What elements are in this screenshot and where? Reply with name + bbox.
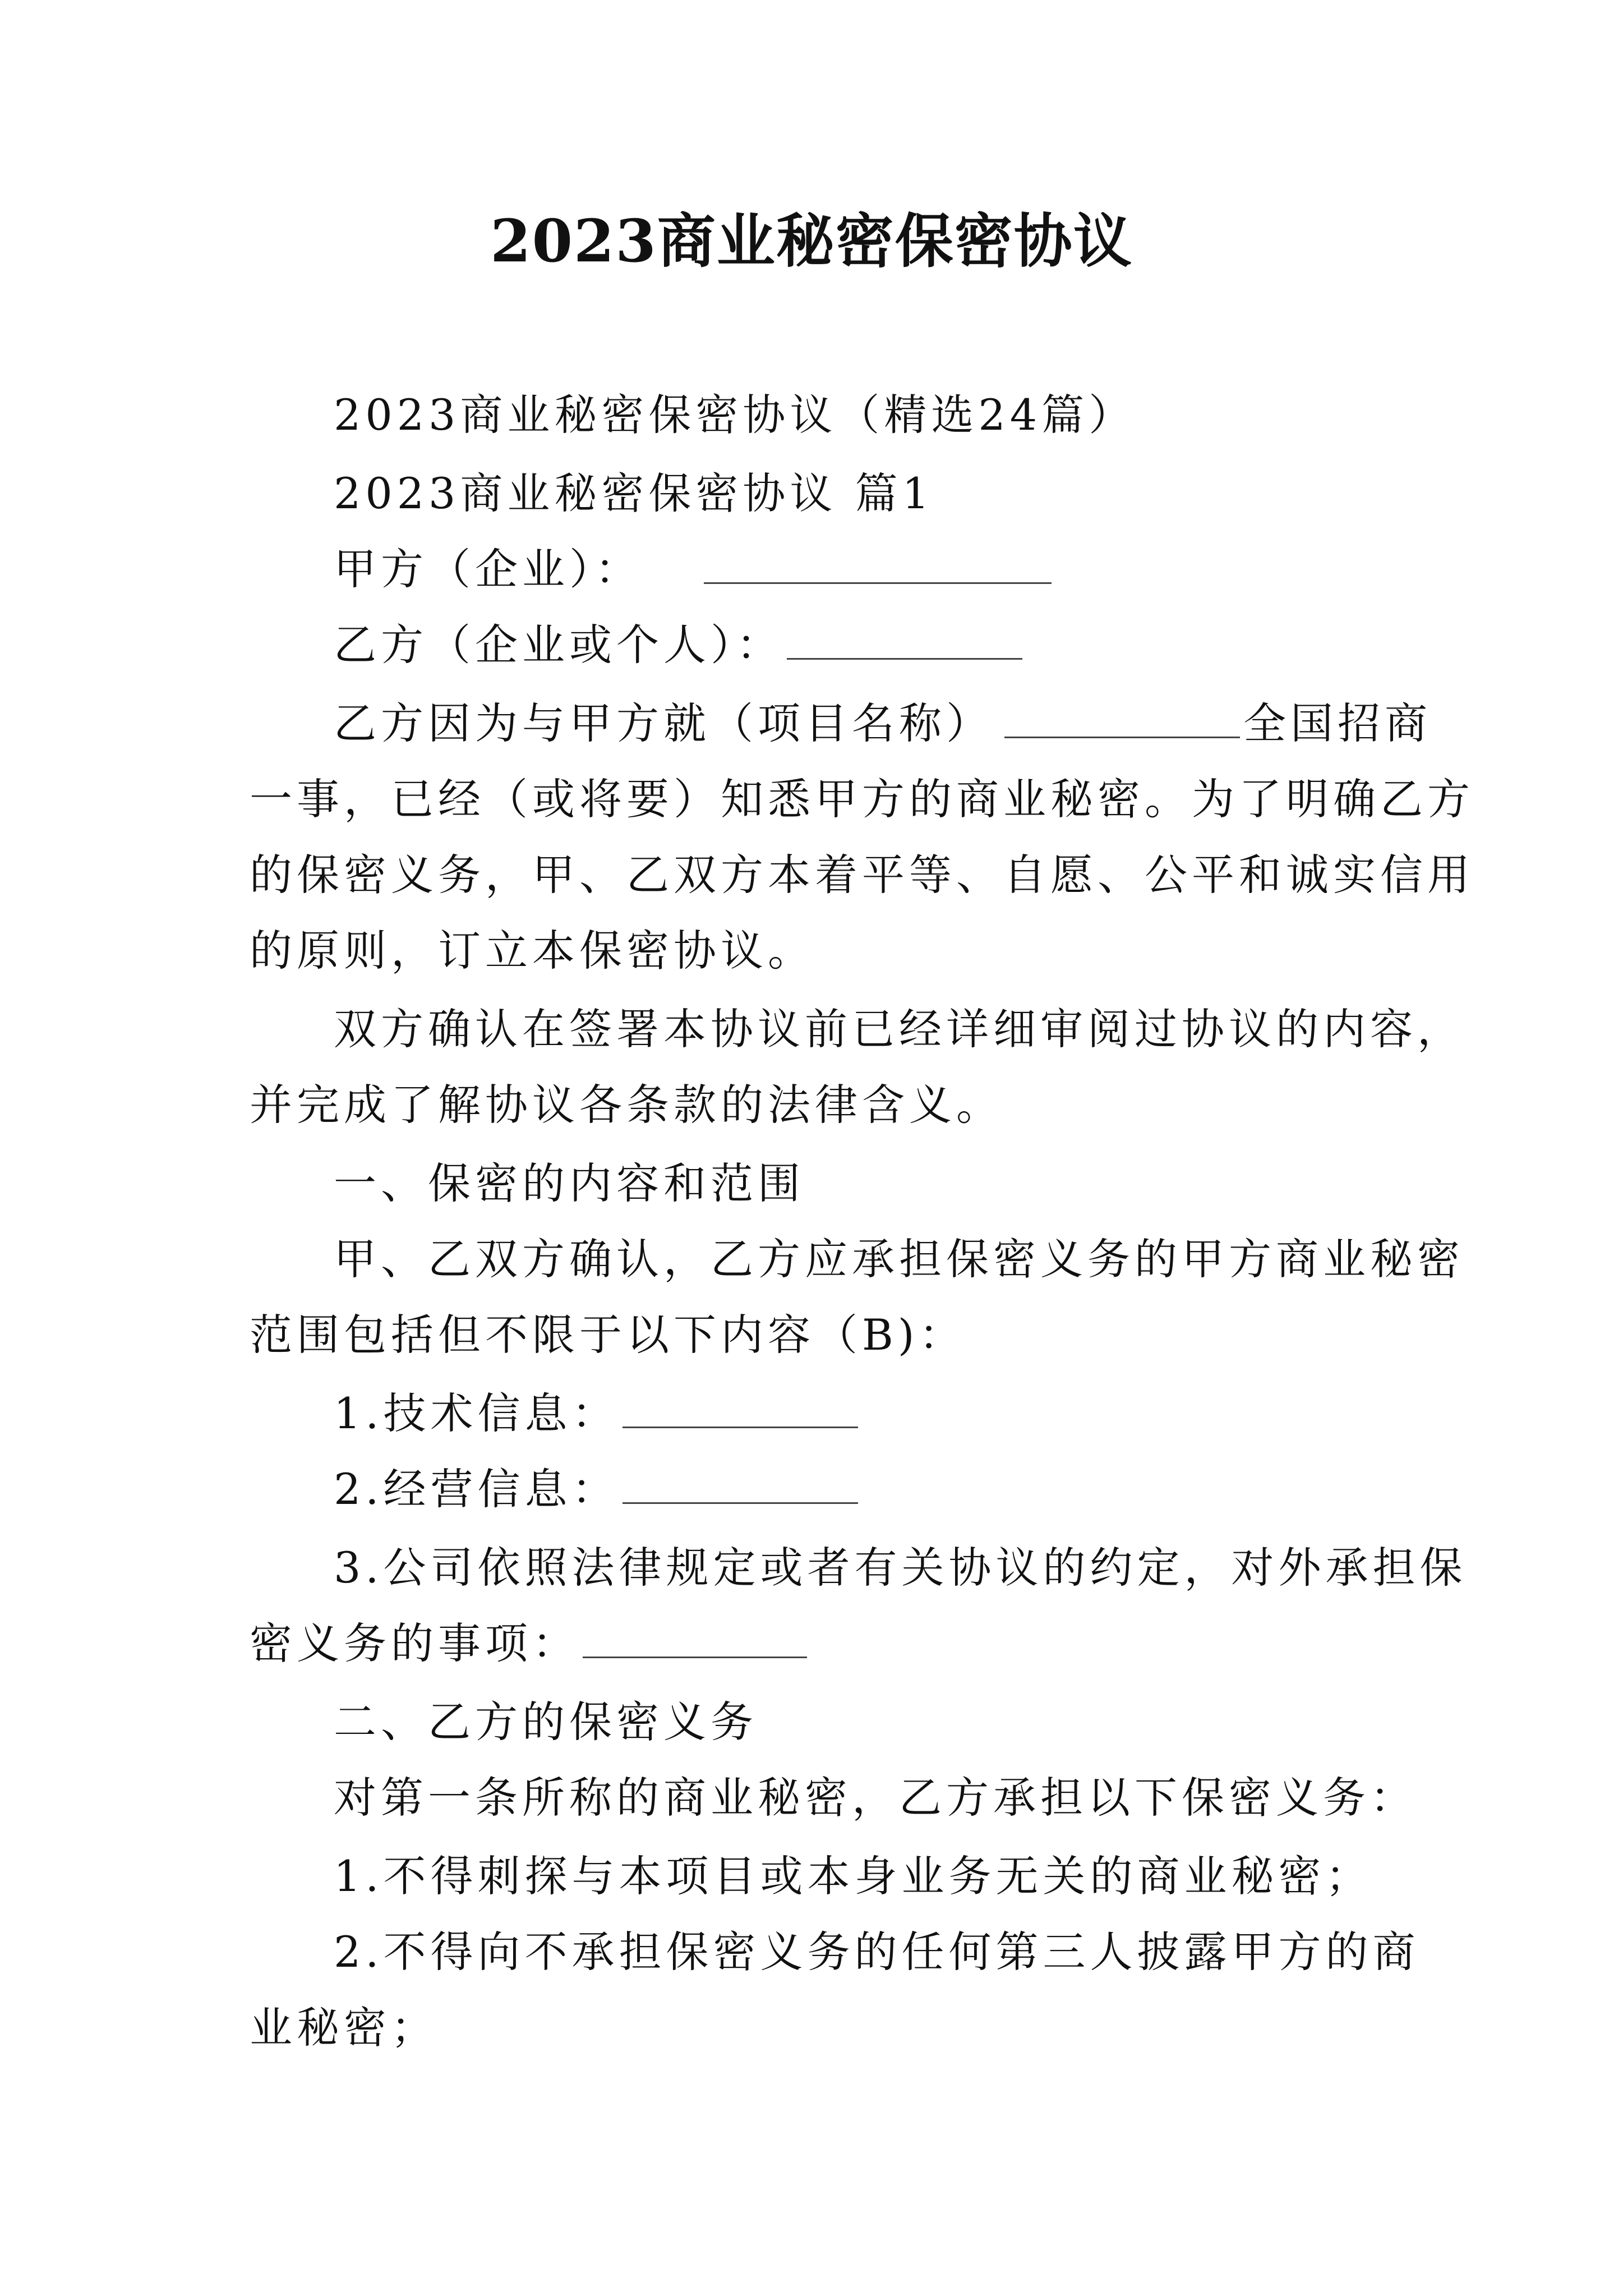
paragraph-line: 对第一条所称的商业秘密，乙方承担以下保密义务： bbox=[334, 1773, 1417, 1823]
business-info-blank bbox=[623, 1463, 858, 1504]
section-heading: 2023商业秘密保密协议 篇1 bbox=[334, 468, 934, 518]
party-a-line bbox=[334, 541, 1055, 597]
paragraph-line: 并完成了解协议各条款的法律含义。 bbox=[250, 1080, 1003, 1130]
party-a-label: 甲方（企业）： bbox=[334, 544, 642, 594]
paragraph-line: 范围包括但不限于以下内容（B)： bbox=[250, 1310, 966, 1360]
section-heading: 二、乙方的保密义务 bbox=[334, 1697, 758, 1747]
list-item-continued bbox=[250, 1616, 810, 1672]
party-b-line bbox=[334, 617, 1026, 673]
paragraph-text: 全国招商 bbox=[1243, 698, 1432, 748]
list-item: 2.不得向不承担保密义务的任何第三人披露甲方的商 bbox=[334, 1927, 1420, 1977]
subtitle-line: 2023商业秘密保密协议（精选24篇） bbox=[334, 390, 1136, 440]
paragraph-text: 乙方因为与甲方就（项目名称） bbox=[334, 698, 993, 748]
obligation-matters-blank bbox=[583, 1617, 807, 1658]
paragraph-line: 一事，已经（或将要）知悉甲方的商业秘密。为了明确乙方 bbox=[250, 774, 1474, 824]
project-name-blank bbox=[1004, 697, 1240, 738]
list-item: 3.公司依照法律规定或者有关协议的约定，对外承担保 bbox=[334, 1543, 1467, 1593]
paragraph-line: 的保密义务，甲、乙双方本着平等、自愿、公平和诚实信用 bbox=[250, 850, 1474, 900]
list-item-label: 密义务的事项： bbox=[250, 1618, 579, 1668]
party-a-blank bbox=[704, 543, 1052, 584]
list-item-continued: 业秘密； bbox=[250, 2003, 438, 2053]
list-item bbox=[334, 1461, 861, 1517]
list-item-label: 1.技术信息： bbox=[334, 1388, 619, 1438]
paragraph-line: 的原则，订立本保密协议。 bbox=[250, 926, 815, 976]
list-item bbox=[334, 1386, 861, 1442]
document-title: 2023商业秘密保密协议 bbox=[490, 206, 1133, 275]
paragraph-line bbox=[334, 696, 1432, 752]
list-item: 1.不得刺探与本项目或本身业务无关的商业秘密； bbox=[334, 1851, 1373, 1901]
paragraph-line: 双方确认在签署本协议前已经详细审阅过协议的内容， bbox=[334, 1004, 1464, 1054]
section-heading: 一、保密的内容和范围 bbox=[334, 1158, 805, 1208]
technical-info-blank bbox=[623, 1387, 858, 1428]
party-b-blank bbox=[787, 619, 1022, 660]
paragraph-line: 甲、乙双方确认，乙方应承担保密义务的甲方商业秘密 bbox=[334, 1234, 1464, 1284]
list-item-label: 2.经营信息： bbox=[334, 1464, 619, 1514]
party-b-label: 乙方（企业或个人）： bbox=[334, 620, 783, 670]
